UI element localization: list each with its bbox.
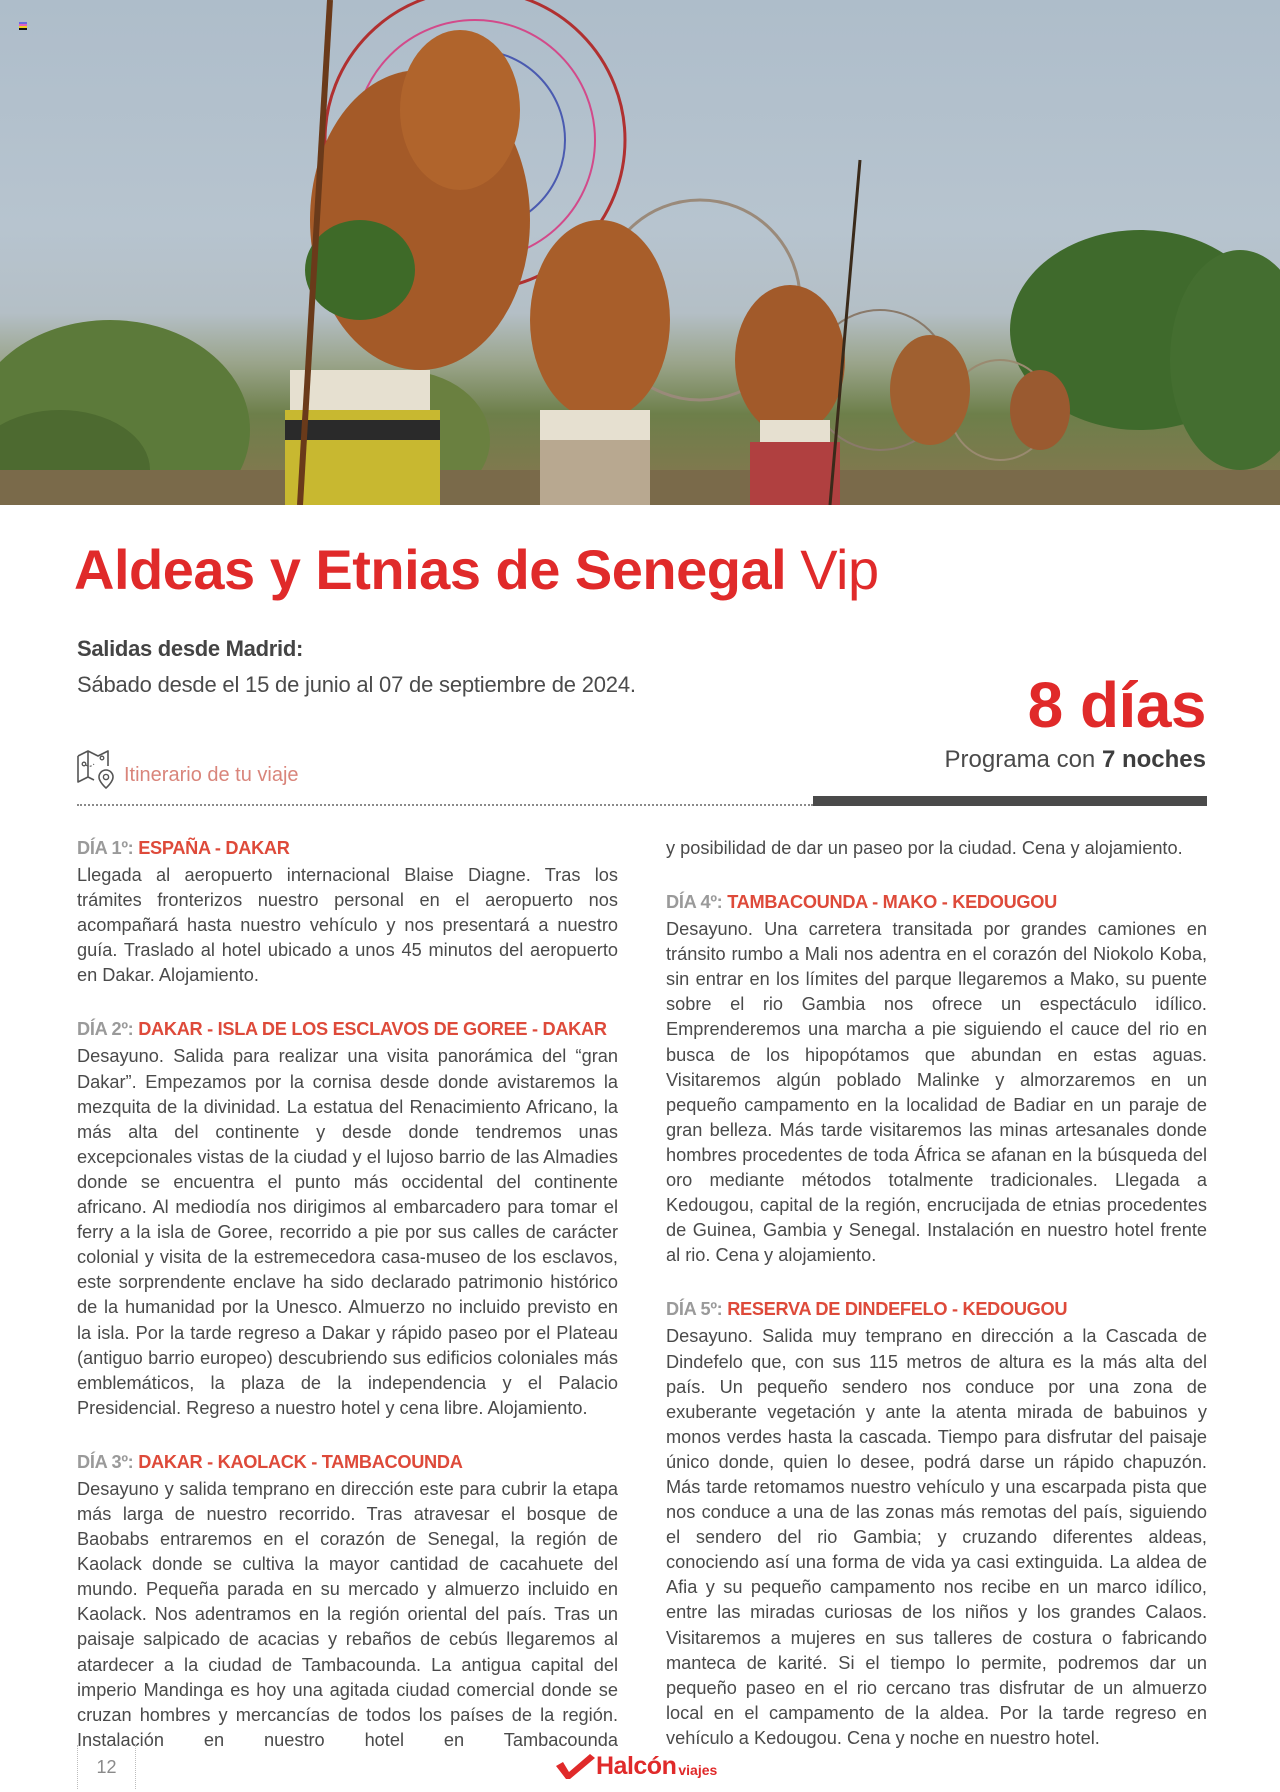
brand-subtitle: viajes [678, 1762, 718, 1778]
map-pin-icon [76, 748, 118, 790]
departures-label: Salidas desde Madrid: [77, 636, 303, 661]
day-number: DÍA 3º: [77, 1451, 134, 1472]
page-number: 12 [77, 1745, 136, 1789]
accent-divider-bar [813, 796, 1207, 806]
day-route: DAKAR - ISLA DE LOS ESCLAVOS DE GOREE - DAKAR [138, 1019, 607, 1040]
title-main: Aldeas y Etnias de Senegal [74, 538, 787, 601]
itinerary-label: Itinerario de tu viaje [124, 763, 299, 786]
day-heading [77, 1015, 618, 1043]
program-nights [945, 746, 1206, 774]
day-route: ESPAÑA - DAKAR [138, 838, 290, 858]
hero-photo [0, 0, 1280, 505]
day-number: DÍA 5º: [666, 1299, 723, 1320]
brand-name: Halcón [596, 1752, 677, 1780]
day-number: DÍA 1º: [77, 838, 134, 858]
itinerary-header [76, 748, 299, 790]
day-description: Desayuno. Salida para realizar una visita panorámica del “gran Dakar”. Empezamos por la cornisa desde donde avistaremos la mezquita de la divinidad. La estatua del Renacimiento Africano, la más alta del continente y desde donde tendremos unas excepcionales vistas de la ciudad y el lujoso barrio de las Almadies donde se encuentra el punto más occidental del continente africano. Al mediodía nos dirigimos al embarcadero para tomar el ferry a la isla de Goree, recorrido a pie por sus calles de carácter colonial y visita de la estremecedora casa-museo de los esclavos, este sorprendente enclave ha sido declarado patrimonio histórico de la humanidad por la Unesco. Almuerzo no incluido previsto en la isla. Por la tarde regreso a Dakar y rápido paseo por el Plateau (antiguo barrio europeo) descubriendo sus edificios coloniales más emblemáticos, la plaza de la independencia y el Palacio Presidencial. Regreso a nuestro hotel y cena libre. Alojamiento. [77, 1046, 618, 1418]
day-heading [77, 1448, 618, 1476]
day-route: DAKAR - KAOLACK - TAMBACOUNDA [138, 1451, 463, 1472]
trip-duration: 8 días [1027, 669, 1206, 741]
print-registration-mark-icon [19, 22, 27, 30]
checkmark-logo-icon [554, 1752, 596, 1780]
halcon-viajes-logo [554, 1752, 717, 1780]
dancers-illustration-icon [0, 0, 1280, 505]
itinerary-column-right [666, 836, 1207, 1778]
day-number: DÍA 2º: [77, 1019, 134, 1040]
day-heading [77, 834, 618, 862]
itinerary-day [666, 888, 1207, 1268]
program-prefix: Programa con [944, 746, 1096, 773]
day-description-continuation: y posibilidad de dar un paseo por la ciudad. Cena y alojamiento. [666, 838, 1183, 858]
itinerary-day [666, 1295, 1207, 1751]
itinerary-column-left [77, 834, 618, 1780]
day-number: DÍA 4º: [666, 892, 723, 913]
itinerary-day [77, 1015, 618, 1420]
itinerary-day [77, 1448, 618, 1753]
day-route: RESERVA DE DINDEFELO - KEDOUGOU [727, 1299, 1068, 1320]
dotted-divider [77, 804, 813, 806]
day-description: Llegada al aeropuerto internacional Blaise Diagne. Tras los trámites fronterizos nuestro personal en el aeropuerto nos acompañará hasta nuestro vehículo y nos presentará a nuestro guía. Traslado al hotel ubicado a unos 45 minutos del aeropuerto en Dakar. Alojamiento. [77, 865, 618, 986]
day-heading [666, 1295, 1207, 1323]
day-description: Desayuno. Salida muy temprano en dirección a la Cascada de Dindefelo que, con sus 115 metros de altura es la más alta del país. Un pequeño sendero nos conduce por una zona de exuberante vegetación y ante la atenta mirada de babuinos y monos verdes hasta la cascada. Tiempo para disfrutar del paisaje único donde, quien lo desee, podrá darse un rápido chapuzón. Más tarde retomamos nuestro vehículo y una escarpada pista que nos conduce a una de las zonas más remotas del país, siguiendo el sendero del rio Gambia; y cruzando diferentes aldeas, conociendo así una forma de vida ya casi extinguida. La aldea de Afia y su pequeño campamento nos recibe en un marco idílico, entre las miradas curiosas de los niños y los grandes Calaos. Visitaremos a mujeres en sus talleres de costura o fabricando manteca de karité. Si el tiempo lo permite, podremos dar un pequeño paseo en el rio cercano tras disfrutar de un almuerzo local en el campamento de la aldea. Por la tarde regreso en vehículo a Kedougou. Cena y noche en nuestro hotel. [666, 1326, 1207, 1748]
day-route: TAMBACOUNDA - MAKO - KEDOUGOU [727, 892, 1057, 913]
day-description: Desayuno. Una carretera transitada por grandes camiones en tránsito rumbo a Mali nos adentra en el corazón del Niokolo Koba, sin entrar en los límites del parque llegaremos a Mako, su puente sobre el rio Gambia nos ofrece un espectáculo idílico. Emprenderemos una marcha a pie siguiendo el cauce del rio en busca de los hipopótamos que abundan en estas aguas. Visitaremos algún poblado Malinke y almorzaremos en un pequeño campamento en la localidad de Badiar en un paraje de gran belleza. Más tarde visitaremos las minas artesanales donde hombres procedentes de toda África se afanan en la búsqueda del oro mediante métodos totalmente tradicionales. Llegada a Kedougou, capital de la región, encrucijada de etnias procedentes de Guinea, Gambia y Senegal. Instalación en nuestro hotel frente al rio. Cena y alojamiento. [666, 919, 1207, 1266]
title-suffix: Vip [800, 538, 879, 601]
departures-dates: Sábado desde el 15 de junio al 07 de septiembre de 2024. [77, 672, 636, 697]
page-title [74, 530, 879, 610]
program-nights-count: 7 noches [1101, 746, 1206, 773]
day-heading [666, 888, 1207, 916]
day-description: Desayuno y salida temprano en dirección este para cubrir la etapa más larga de nuestro recorrido. Tras atravesar el bosque de Baobabs entraremos en el corazón de Senegal, la región de Kaolack donde se cultiva la mayor cantidad de cacahuete del mundo. Pequeña parada en su mercado y almuerzo incluido en Kaolack. Nos adentramos en la región oriental del país. Tras un paisaje salpicado de acacias y rebaños de cebús llegaremos al atardecer a la ciudad de Tambacounda. La antigua capital del imperio Mandinga es hoy una agitada ciudad comercial donde se cruzan hombres y mercancías de todos los países de la región. Instalación en nuestro hotel en Tambacounda [77, 1478, 618, 1750]
itinerary-day [77, 834, 618, 988]
